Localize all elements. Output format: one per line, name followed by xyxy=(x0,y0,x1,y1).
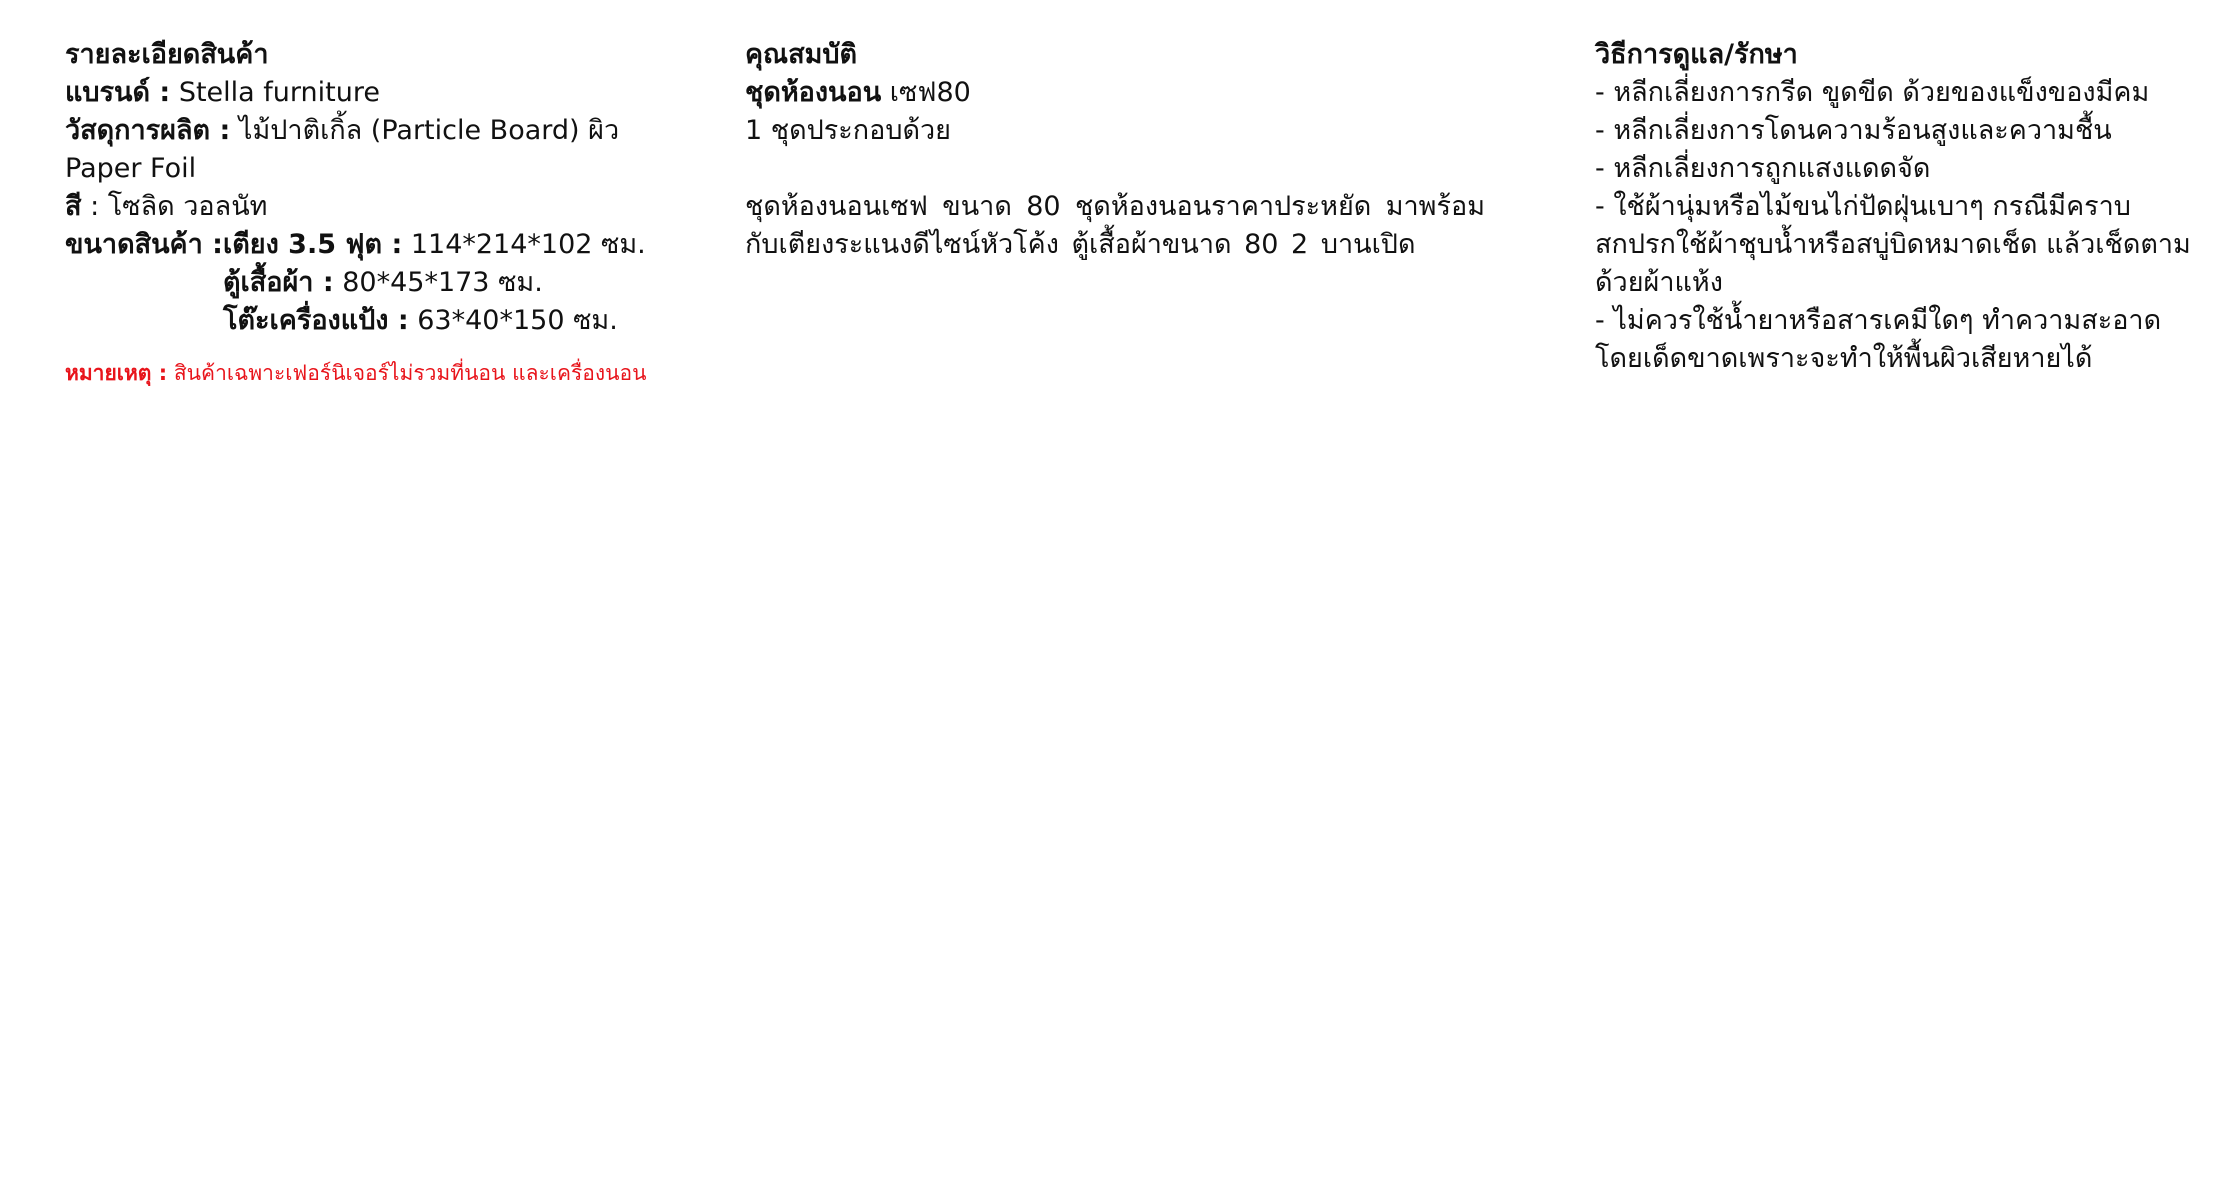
care-item: - หลีกเลี่ยงการโดนความร้อนสูงและความชื้น xyxy=(1595,115,2112,146)
includes-text: 1 ชุดประกอบด้วย xyxy=(745,115,951,146)
color-separator: : xyxy=(90,191,100,222)
features-section xyxy=(745,36,1485,264)
set-row xyxy=(745,74,1485,112)
size-label: ขนาดสินค้า : xyxy=(65,229,223,260)
product-details-section xyxy=(65,36,685,388)
material-value-continued: Paper Foil xyxy=(65,153,197,184)
material-label: วัสดุการผลิต : xyxy=(65,115,231,146)
size-item-label: โต๊ะเครื่องแป้ง : xyxy=(223,305,409,336)
brand-row xyxy=(65,74,685,112)
features-description: ชุดห้องนอนเซฟ ขนาด 80 ชุดห้องนอนราคาประหยัด มาพร้อมกับเตียงระแนงดีไซน์หัวโค้ง ตู้เสื้อผ้าขนาด 80 2 บานเปิด xyxy=(745,191,1485,260)
note-label: หมายเหตุ : xyxy=(65,361,168,385)
color-label: สี xyxy=(65,191,82,222)
color-row xyxy=(65,188,685,226)
size-item-label: เตียง 3.5 ฟุต : xyxy=(223,229,403,260)
size-item-value: 80*45*173 ซม. xyxy=(342,267,543,298)
care-item: - ใช้ผ้านุ่มหรือไม้ขนไก่ปัดฝุ่นเบาๆ กรณีมีคราบสกปรกใช้ผ้าชุบน้ำหรือสบู่บิดหมาดเช็ด แล้วเช็ดตามด้วยผ้าแห้ง xyxy=(1595,191,2191,298)
size-item-dressing-table xyxy=(223,302,685,340)
care-item: - หลีกเลี่ยงการถูกแสงแดดจัด xyxy=(1595,153,1931,184)
brand-value: Stella furniture xyxy=(178,77,380,108)
care-heading: วิธีการดูแล/รักษา xyxy=(1595,39,1798,70)
care-item: - หลีกเลี่ยงการกรีด ขูดขีด ด้วยของแข็งของมีคม xyxy=(1595,77,2150,108)
size-item-wardrobe xyxy=(223,264,685,302)
spacer xyxy=(745,150,1485,188)
brand-label: แบรนด์ : xyxy=(65,77,171,108)
details-heading: รายละเอียดสินค้า xyxy=(65,39,269,70)
color-value: โซลิด วอลนัท xyxy=(107,191,268,222)
set-value: เซฟ80 xyxy=(889,77,971,108)
size-row xyxy=(65,226,685,340)
size-item-value: 63*40*150 ซม. xyxy=(417,305,618,336)
features-heading: คุณสมบัติ xyxy=(745,39,858,70)
size-item-value: 114*214*102 ซม. xyxy=(410,229,646,260)
size-item-label: ตู้เสื้อผ้า : xyxy=(223,267,334,298)
material-row xyxy=(65,112,685,150)
material-value: ไม้ปาติเกิ้ล (Particle Board) ผิว xyxy=(238,115,620,146)
note xyxy=(65,358,685,388)
set-label: ชุดห้องนอน xyxy=(745,77,882,108)
care-section xyxy=(1595,36,2195,378)
size-list xyxy=(223,226,685,340)
care-item: - ไม่ควรใช้น้ำยาหรือสารเคมีใดๆ ทำความสะอาดโดยเด็ดขาดเพราะจะทำให้พื้นผิวเสียหายได้ xyxy=(1595,305,2162,374)
size-item-bed xyxy=(223,226,685,264)
note-text: สินค้าเฉพาะเฟอร์นิเจอร์ไม่รวมที่นอน และเครื่องนอน xyxy=(173,361,647,385)
